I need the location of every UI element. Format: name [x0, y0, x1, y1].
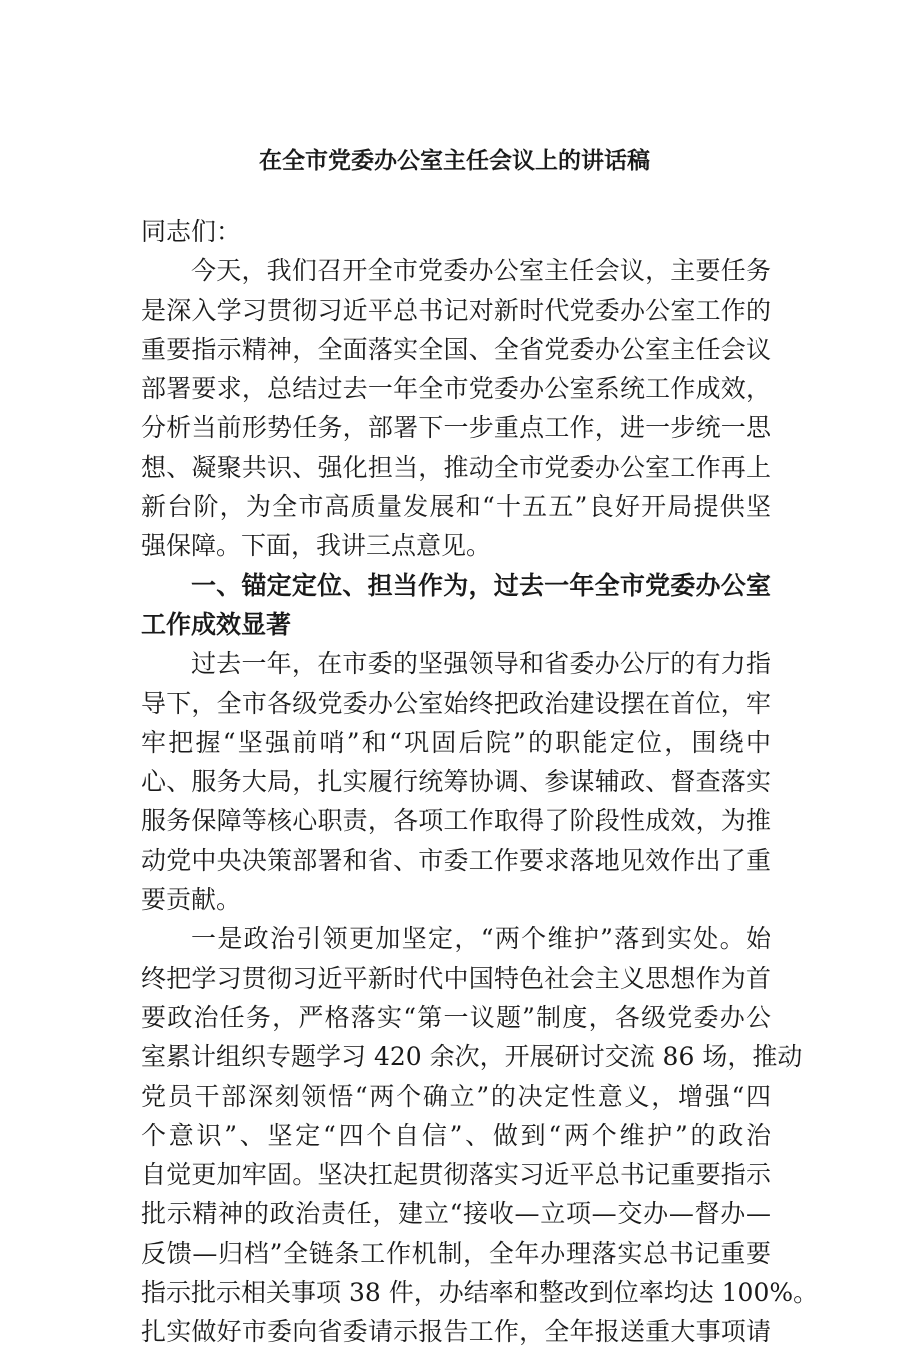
paragraph-line: 指示批示相关事项 38 件，办结率和整改到位率均达 100%。	[141, 1278, 819, 1308]
paragraph-line: 要贡献。	[141, 885, 242, 915]
paragraph-line: 服务保障等核心职责，各项工作取得了阶段性成效，为推	[141, 806, 771, 836]
paragraph-line: 终把学习贯彻习近平新时代中国特色社会主义思想作为首	[141, 963, 771, 993]
paragraph-line: 新台阶，为全市高质量发展和“十五五”良好开局提供坚	[141, 492, 771, 522]
paragraph-line: 一是政治引领更加坚定，“两个维护”落到实处。始	[191, 924, 771, 954]
paragraph-line: 心、服务大局，扎实履行统筹协调、参谋辅政、督查落实	[141, 767, 771, 797]
paragraph-line: 今天，我们召开全市党委办公室主任会议，主要任务	[191, 256, 771, 286]
paragraph-line: 自觉更加牢固。坚决扛起贯彻落实习近平总书记重要指示	[141, 1160, 771, 1190]
paragraph-line: 想、凝聚共识、强化担当，推动全市党委办公室工作再上	[141, 452, 771, 482]
salutation: 同志们：	[141, 217, 242, 246]
paragraph-line: 要政治任务，严格落实“第一议题”制度，各级党委办公	[141, 1002, 771, 1032]
paragraph-line: 扎实做好市委向省委请示报告工作，全年报送重大事项请	[141, 1317, 771, 1347]
document-body	[141, 212, 819, 1352]
paragraph-line: 分析当前形势任务，部署下一步重点工作，进一步统一思	[141, 413, 771, 443]
paragraph-line: 动党中央决策部署和省、市委工作要求落地见效作出了重	[141, 845, 771, 875]
paragraph-line: 室累计组织专题学习 420 余次，开展研讨交流 86 场，推动	[141, 1042, 803, 1072]
paragraph-line: 批示精神的政治责任，建立“接收—立项—交办—督办—	[141, 1199, 771, 1229]
document-title: 在全市党委办公室主任会议上的讲话稿	[259, 147, 650, 174]
paragraph-line: 过去一年，在市委的坚强领导和省委办公厅的有力指	[191, 649, 771, 679]
paragraph-line: 牢把握“坚强前哨”和“巩固后院”的职能定位，围绕中	[141, 727, 771, 757]
section-heading-line: 工作成效显著	[141, 609, 292, 639]
paragraph-line: 是深入学习贯彻习近平总书记对新时代党委办公室工作的	[141, 295, 771, 325]
paragraph-line: 反馈—归档”全链条工作机制，全年办理落实总书记重要	[141, 1238, 771, 1268]
paragraph-line: 强保障。下面，我讲三点意见。	[141, 531, 492, 561]
paragraph-line: 导下，全市各级党委办公室始终把政治建设摆在首位，牢	[141, 688, 771, 718]
paragraph-line: 个意识”、坚定“四个自信”、做到“两个维护”的政治	[141, 1120, 771, 1150]
paragraph-line: 党员干部深刻领悟“两个确立”的决定性意义，增强“四	[141, 1081, 771, 1111]
section-heading-line: 一、锚定定位、担当作为，过去一年全市党委办公室	[191, 570, 771, 600]
paragraph-lines	[141, 251, 819, 1351]
paragraph-line: 重要指示精神，全面落实全国、全省党委办公室主任会议	[141, 334, 771, 364]
paragraph-line: 部署要求，总结过去一年全市党委办公室系统工作成效，	[141, 374, 771, 404]
